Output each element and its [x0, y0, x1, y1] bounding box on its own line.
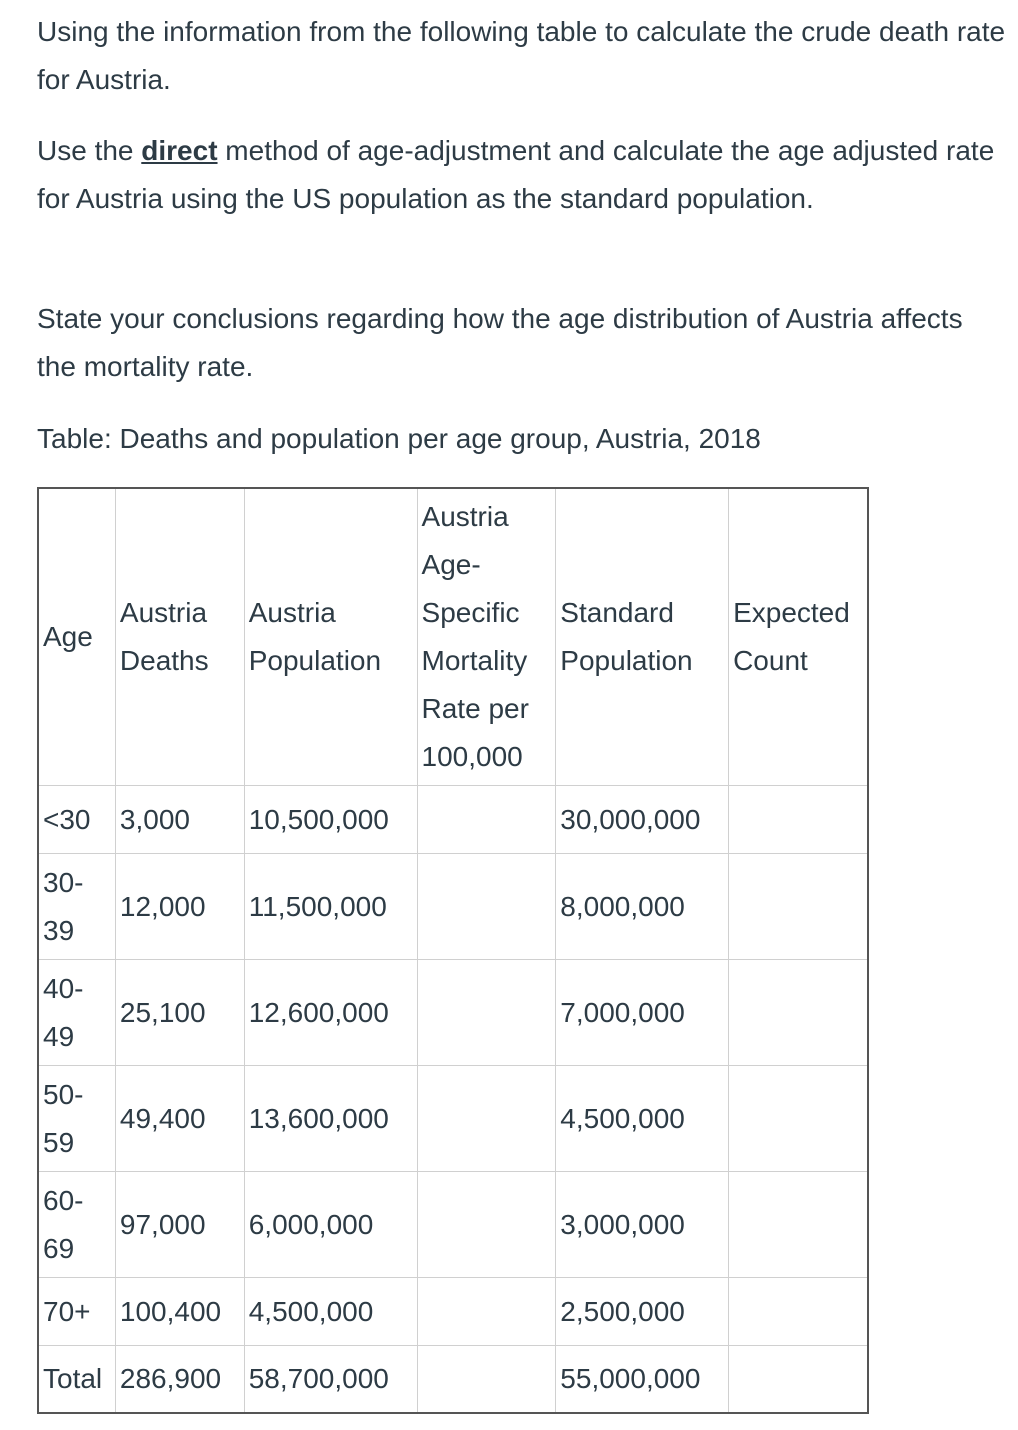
table-row-total [38, 1346, 868, 1414]
cell-deaths: 49,400 [115, 1066, 244, 1172]
header-rate: Austria Age-Specific Mortality Rate per 100,000 [417, 488, 556, 786]
cell-standard: 8,000,000 [556, 854, 729, 960]
cell-population: 4,500,000 [244, 1278, 417, 1346]
table-caption: Table: Deaths and population per age group, Austria, 2018 [37, 423, 761, 454]
cell-population: 12,600,000 [244, 960, 417, 1066]
cell-expected [729, 1278, 868, 1346]
cell-deaths: 97,000 [115, 1172, 244, 1278]
cell-age: 60-69 [38, 1172, 115, 1278]
cell-age: Total [38, 1346, 115, 1414]
cell-rate [417, 1278, 556, 1346]
instruction-direct-method [37, 127, 1007, 223]
cell-rate [417, 960, 556, 1066]
cell-population: 6,000,000 [244, 1172, 417, 1278]
header-standard-population: Standard Population [556, 488, 729, 786]
cell-population: 10,500,000 [244, 786, 417, 854]
instruction-text-before: Use the [37, 135, 142, 166]
table-row [38, 960, 868, 1066]
cell-standard: 55,000,000 [556, 1346, 729, 1414]
instruction-conclusions: State your conclusions regarding how the age distribution of Austria affects the mortality rate. [37, 303, 963, 382]
instruction-crude-rate: Using the information from the following table to calculate the crude death rate for Austria. [37, 16, 1006, 95]
cell-standard: 7,000,000 [556, 960, 729, 1066]
instruction-text-after: method of age-adjustment and calculate the age adjusted rate for Austria using the US population as the standard population. [37, 135, 995, 214]
cell-population: 58,700,000 [244, 1346, 417, 1414]
cell-age: 70+ [38, 1278, 115, 1346]
cell-expected [729, 1172, 868, 1278]
cell-deaths: 12,000 [115, 854, 244, 960]
cell-expected [729, 960, 868, 1066]
table-header-row [38, 488, 868, 786]
cell-standard: 3,000,000 [556, 1172, 729, 1278]
deaths-population-table [37, 487, 869, 1414]
cell-rate [417, 1346, 556, 1414]
cell-rate [417, 1172, 556, 1278]
cell-standard: 4,500,000 [556, 1066, 729, 1172]
cell-expected [729, 854, 868, 960]
cell-standard: 30,000,000 [556, 786, 729, 854]
cell-standard: 2,500,000 [556, 1278, 729, 1346]
cell-expected [729, 786, 868, 854]
cell-rate [417, 786, 556, 854]
cell-deaths: 25,100 [115, 960, 244, 1066]
cell-rate [417, 1066, 556, 1172]
direct-emphasis: direct [141, 135, 218, 166]
cell-rate [417, 854, 556, 960]
cell-deaths: 100,400 [115, 1278, 244, 1346]
table-row [38, 854, 868, 960]
cell-age: 40-49 [38, 960, 115, 1066]
cell-deaths: 286,900 [115, 1346, 244, 1414]
cell-expected [729, 1346, 868, 1414]
cell-expected [729, 1066, 868, 1172]
table-row [38, 1278, 868, 1346]
cell-deaths: 3,000 [115, 786, 244, 854]
cell-age: 30-39 [38, 854, 115, 960]
header-population: Austria Population [244, 488, 417, 786]
header-age: Age [38, 488, 115, 786]
cell-population: 13,600,000 [244, 1066, 417, 1172]
cell-population: 11,500,000 [244, 854, 417, 960]
cell-age: <30 [38, 786, 115, 854]
header-deaths: Austria Deaths [115, 488, 244, 786]
table-row [38, 1066, 868, 1172]
cell-age: 50-59 [38, 1066, 115, 1172]
table-row [38, 786, 868, 854]
table-row [38, 1172, 868, 1278]
header-expected-count: Expected Count [729, 488, 868, 786]
